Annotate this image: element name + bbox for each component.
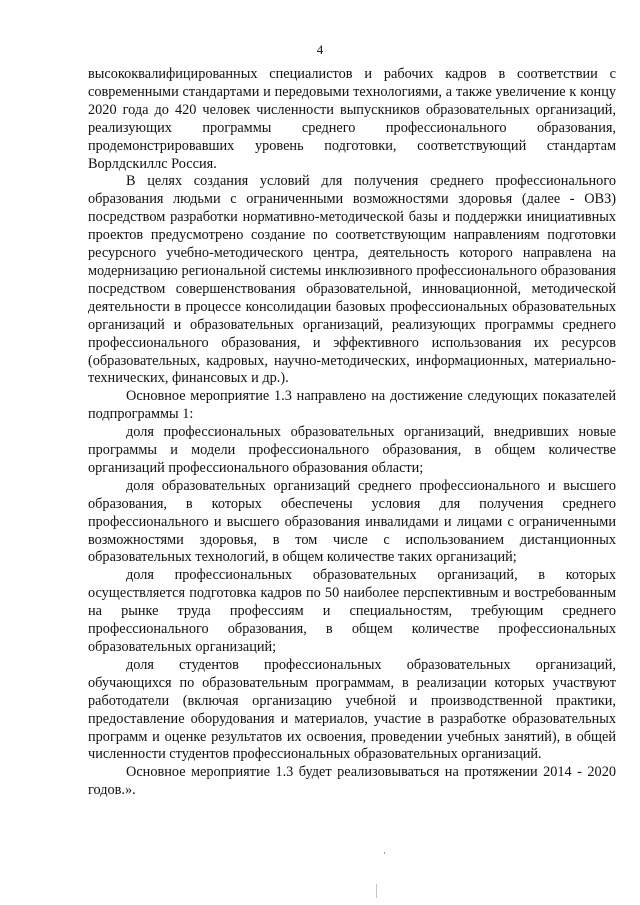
paragraph-ovz-conditions: В целях создания условий для получения среднего профессионального образования людьми с ограниченными возможностями здоровья (далее - ОВЗ) посредством разработки нормативно-методической базы и поддержки инициативных проектов предусмотрено создание по соответствующим направлениям подготовки ресурсного учебно-методического центра, деятельность которого направлена на модернизацию региональной системы инклюзивного профессионального образования посредством совершенствования образовательной, инновационной, методической деятельности в процессе консолидации базовых профессиональных образовательных организаций и образовательных организаций, реализующих программы среднего профессионального образования, и эффективного использования их ресурсов (образовательных, кадровых, научно-методических, информационных, материально- технических, финансовых и др.).: [88, 173, 616, 387]
scan-mark-line: [376, 884, 377, 898]
page-number: 4: [316, 42, 324, 57]
paragraph-implementation-period: Основное мероприятие 1.3 будет реализовываться на протяжении 2014 - 2020 годов.».: [88, 764, 616, 799]
paragraph-indicator-employers: доля студентов профессиональных образовательных организаций, обучающихся по образовательным программам, в реализации которых участвуют работодатели (включая организацию учебной и производственной практики, предоставление оборудования и материалов, участие в разработке образовательных программ и оценке результатов их освоения, проведении учебных занятий), в общей численности студентов профессиональных образовательных организаций.: [88, 656, 616, 763]
paragraph-indicator-new-programs: доля профессиональных образовательных организаций, внедривших новые программы и модели профессионального образования, в общем количестве организаций профессионального образования области;: [88, 424, 616, 476]
body-text: [88, 66, 616, 800]
paragraph-indicator-accessibility: доля образовательных организаций среднего профессионального и высшего образования, в которых обеспечены условия для получения среднего профессионального и высшего образования инвалидами и лицами с ограниченными возможностями здоровья, в том числе с использованием дистанционных образовательных технологий, в общем количестве таких организаций;: [88, 477, 616, 566]
paragraph-indicator-top50: доля профессиональных образовательных организаций, в которых осуществляется подготовка кадров по 50 наиболее перспективным и востребованным на рынке труда профессиям и специальностям, требующим среднего профессионального образования, в общем количестве профессиональных образовательных организаций;: [88, 567, 616, 655]
paragraph-intro-continuation: высококвалифицированных специалистов и рабочих кадров в соответствии с современными стандартами и передовыми технологиями, а также увеличение к концу 2020 года до 420 человек численности выпускников образовательных организаций, реализующих программы среднего профессионального образования, продемонстрировавших уровень подготовки, соответствующий стандартам Ворлдскиллс Россия.: [88, 66, 616, 172]
paragraph-measure-indicators: Основное мероприятие 1.3 направлено на достижение следующих показателей подпрограммы 1:: [88, 388, 616, 423]
scan-mark-dot: [384, 852, 385, 854]
